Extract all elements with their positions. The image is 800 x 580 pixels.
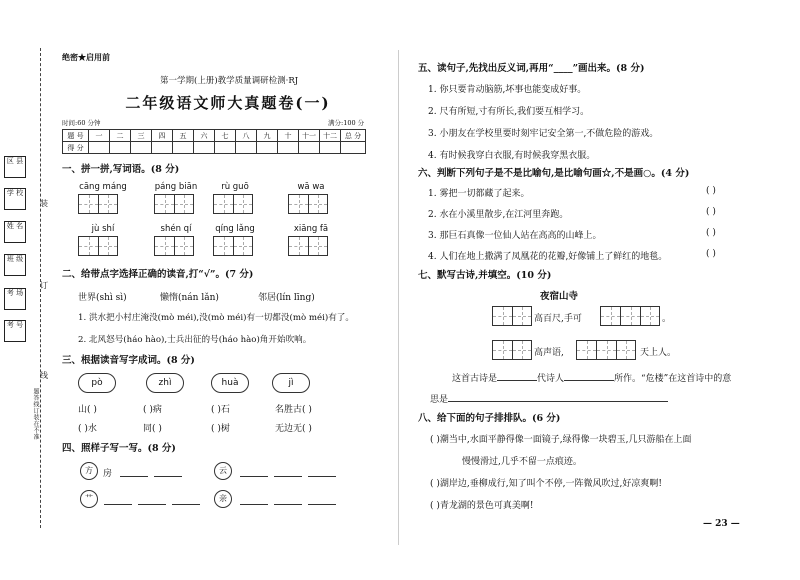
cut-char-zhuang: 装 [40,199,48,208]
score-cell[interactable] [257,142,278,154]
q6-answer-2[interactable]: ( ) [706,207,716,217]
score-cell[interactable] [215,142,236,154]
q2-item-2[interactable]: 懒惰(nán lǎn) [160,293,219,303]
score-header-cell: 十一 [299,130,320,142]
q3-cloud-ji: jì [272,373,310,393]
score-header-cell: 八 [236,130,257,142]
district-field: 区 县 [4,156,26,178]
poem-line-2-text: 高声语, [534,348,564,358]
q4-line[interactable] [138,504,166,505]
score-row-label: 得 分 [63,142,89,154]
score-cell[interactable] [194,142,215,154]
q4-flower-4: 亲 [214,490,232,508]
page-title: 二年级语文师大真题卷(一) [125,94,331,112]
score-header-cell: 二 [110,130,131,142]
q8-line-2[interactable]: ( )湖岸边,垂柳成行,知了叫个不停,一阵微风吹过,好凉爽啊! [430,479,662,489]
q4-line[interactable] [104,504,132,505]
q2-sentence-2[interactable]: 2. 北风怒号(háo hào),士兵出征的号(háo hào)角开始吹响。 [78,335,312,345]
time-label: 时间:60 分钟 [62,119,101,127]
score-header-cell: 六 [194,130,215,142]
score-cell[interactable] [152,142,173,154]
poem-grid-4[interactable] [576,340,636,360]
score-header-cell: 三 [131,130,152,142]
score-cell[interactable] [278,142,299,154]
q6-line-3: 3. 那巨石真像一位仙人站在高高的山峰上。 [428,231,602,241]
score-cell[interactable] [110,142,131,154]
q4-line[interactable] [172,504,200,505]
q2-title: 二、给带点字选择正确的读音,打“√”。(7 分) [62,269,254,280]
q5-line-3[interactable]: 3. 小朋友在学校里要时刻牢记安全第一,不做危险的游戏。 [428,129,659,139]
score-table [62,129,366,154]
q1-write-grid-3[interactable] [213,194,253,214]
q7-title: 七、默写古诗,并填空。(10 分) [418,270,552,281]
q3-blank-8[interactable]: 无边无( ) [275,424,312,434]
score-cell[interactable] [173,142,194,154]
q3-blank-1[interactable]: 山( ) [78,405,97,415]
cut-char-xian: 线 [40,371,48,380]
room-field: 考 场 [4,288,26,310]
q6-answer-3[interactable]: ( ) [706,228,716,238]
q6-line-4: 4. 人们在地上撒满了凤凰花的花瓣,好像铺上了鲜红的地毯。 [428,252,668,262]
page-number: — 23 — [703,519,740,529]
q1-pinyin-7: qíng lǎng [215,224,255,234]
q6-line-1: 1. 雾把一切都藏了起来。 [428,189,530,199]
score-cell[interactable] [89,142,110,154]
q4-line[interactable] [120,476,148,477]
q4-flower-3: 艹 [80,490,98,508]
no-answer-note: 题答线订装在不准 [32,388,39,440]
q6-answer-4[interactable]: ( ) [706,249,716,259]
q4-title: 四、照样子写一写。(8 分) [62,443,176,454]
q3-blank-6[interactable]: 同( ) [143,424,162,434]
q4-line[interactable] [308,504,336,505]
subtitle: 第一学期(上册)教学质量调研检测·RJ [160,76,299,86]
poem-grid-2[interactable] [600,306,660,326]
q1-write-grid-5[interactable] [78,236,118,256]
q2-item-1[interactable]: 世界(shì sì) [78,293,127,303]
q2-sentence-1[interactable]: 1. 洪水把小村庄淹没(mò méi),没(mò méi)有一切都没(mò méi)有了。 [78,313,354,323]
score-header-cell: 五 [173,130,194,142]
q3-blank-5[interactable]: ( )水 [78,424,97,434]
score-header-cell: 十 [278,130,299,142]
score-header-cell: 十二 [320,130,341,142]
q4-line[interactable] [274,504,302,505]
q5-line-1[interactable]: 1. 你只要肯动脑筋,坏事也能变成好事。 [428,85,587,95]
q7-fill-text-4: 思是 [430,395,449,405]
q1-write-grid-7[interactable] [213,236,253,256]
q3-blank-3[interactable]: ( )石 [211,405,230,415]
q1-write-grid-6[interactable] [154,236,194,256]
q4-line[interactable] [308,476,336,477]
q7-fill-text-1: 这首古诗是 [452,374,498,384]
score-cell[interactable] [131,142,152,154]
score-header-cell: 题 号 [63,130,89,142]
exam-number-field: 考 号 [4,320,26,342]
q6-title: 六、判断下列句子是不是比喻句,是比喻句画☆,不是画○。(4 分) [418,168,690,179]
poem-line-1-text: 高百尺,手可 [534,314,582,324]
q5-line-4[interactable]: 4. 有时候我穿白衣服,有时候我穿黑衣服。 [428,151,596,161]
q8-title: 八、给下面的句子排排队。(6 分) [418,413,561,424]
q7-fill-text-3: 所作。“危楼”在这首诗中的意 [614,374,732,384]
cut-char-ding: 订 [40,281,48,290]
q4-flower-2: 云 [214,462,232,480]
q3-blank-4[interactable]: 名胜古( ) [275,405,312,415]
q5-title: 五、读句子,先找出反义词,再用“____”画出来。(8 分) [418,63,645,74]
q7-fill-row-1 [452,371,731,384]
q2-item-3[interactable]: 邻居(lín līng) [258,293,315,303]
q7-fill-row-2 [430,392,668,405]
q1-pinyin-3: rù guō [221,182,249,192]
q7-blank-poet[interactable] [564,380,614,381]
name-field: 姓 名 [4,221,26,243]
score-header-cell: 总 分 [341,130,366,142]
q1-title: 一、拼一拼,写词语。(8 分) [62,164,180,175]
q1-pinyin-4: wā wa [297,182,325,192]
poem-line-1-period: 。 [662,314,672,324]
poem-line-2-end: 天上人。 [640,348,677,358]
score-header-cell: 七 [215,130,236,142]
secret-label: 绝密★启用前 [62,52,110,62]
poem-grid-3[interactable] [492,340,532,360]
score-cell[interactable] [341,142,366,154]
score-header-cell: 四 [152,130,173,142]
poem-title: 夜宿山寺 [540,291,579,302]
q1-pinyin-1: cāng máng [79,182,127,192]
q5-line-2[interactable]: 2. 尺有所短,寸有所长,我们要互相学习。 [428,107,590,117]
full-score-label: 满分:100 分 [328,119,365,127]
q3-title: 三、根据读音写字成词。(8 分) [62,355,195,366]
q8-line-1[interactable]: ( )潮当中,水面平静得像一面镜子,绿得像一块碧玉,几只游船在上面 [430,435,692,445]
class-field: 班 级 [4,254,26,276]
q4-line[interactable] [154,476,182,477]
q7-fill-text-2: 代诗人 [537,374,565,384]
q3-cloud-po: pò [78,373,116,393]
q7-blank-dynasty[interactable] [497,380,537,381]
page-divider [398,50,399,545]
school-field: 学 校 [4,188,26,210]
q8-line-1-cont: 慢慢滑过,几乎不留一点痕迹。 [462,457,582,467]
q1-pinyin-2: páng biān [154,182,198,192]
q3-blank-2[interactable]: ( )病 [143,405,162,415]
score-cell[interactable] [320,142,341,154]
score-table-header-row [63,130,366,142]
q1-write-grid-8[interactable] [288,236,328,256]
q4-line[interactable] [274,476,302,477]
q7-blank-meaning[interactable] [448,401,668,402]
q3-cloud-hua: huà [211,373,249,393]
score-header-cell: 九 [257,130,278,142]
score-table-score-row [63,142,366,154]
score-cell[interactable] [299,142,320,154]
q4-flower-1: 方 [80,462,98,480]
q1-pinyin-8: xiāng fā [293,224,329,234]
score-header-cell: 一 [89,130,110,142]
q4-example-word: 房 [103,469,113,479]
q3-blank-7[interactable]: ( )树 [211,424,230,434]
q1-pinyin-5: jù shí [91,224,115,234]
q1-write-grid-4[interactable] [288,194,328,214]
q6-line-2: 2. 水在小溪里散步,在江河里奔跑。 [428,210,569,220]
q4-line[interactable] [240,504,268,505]
binding-strip [0,48,48,548]
q4-line[interactable] [240,476,268,477]
score-cell[interactable] [236,142,257,154]
q8-line-3[interactable]: ( )青龙湖的景色可真美啊! [430,501,534,511]
q1-write-grid-1[interactable] [78,194,118,214]
q3-cloud-zhi: zhì [146,373,184,393]
q1-pinyin-6: shén qí [160,224,192,234]
q1-write-grid-2[interactable] [154,194,194,214]
poem-grid-1[interactable] [492,306,532,326]
q6-answer-1[interactable]: ( ) [706,186,716,196]
